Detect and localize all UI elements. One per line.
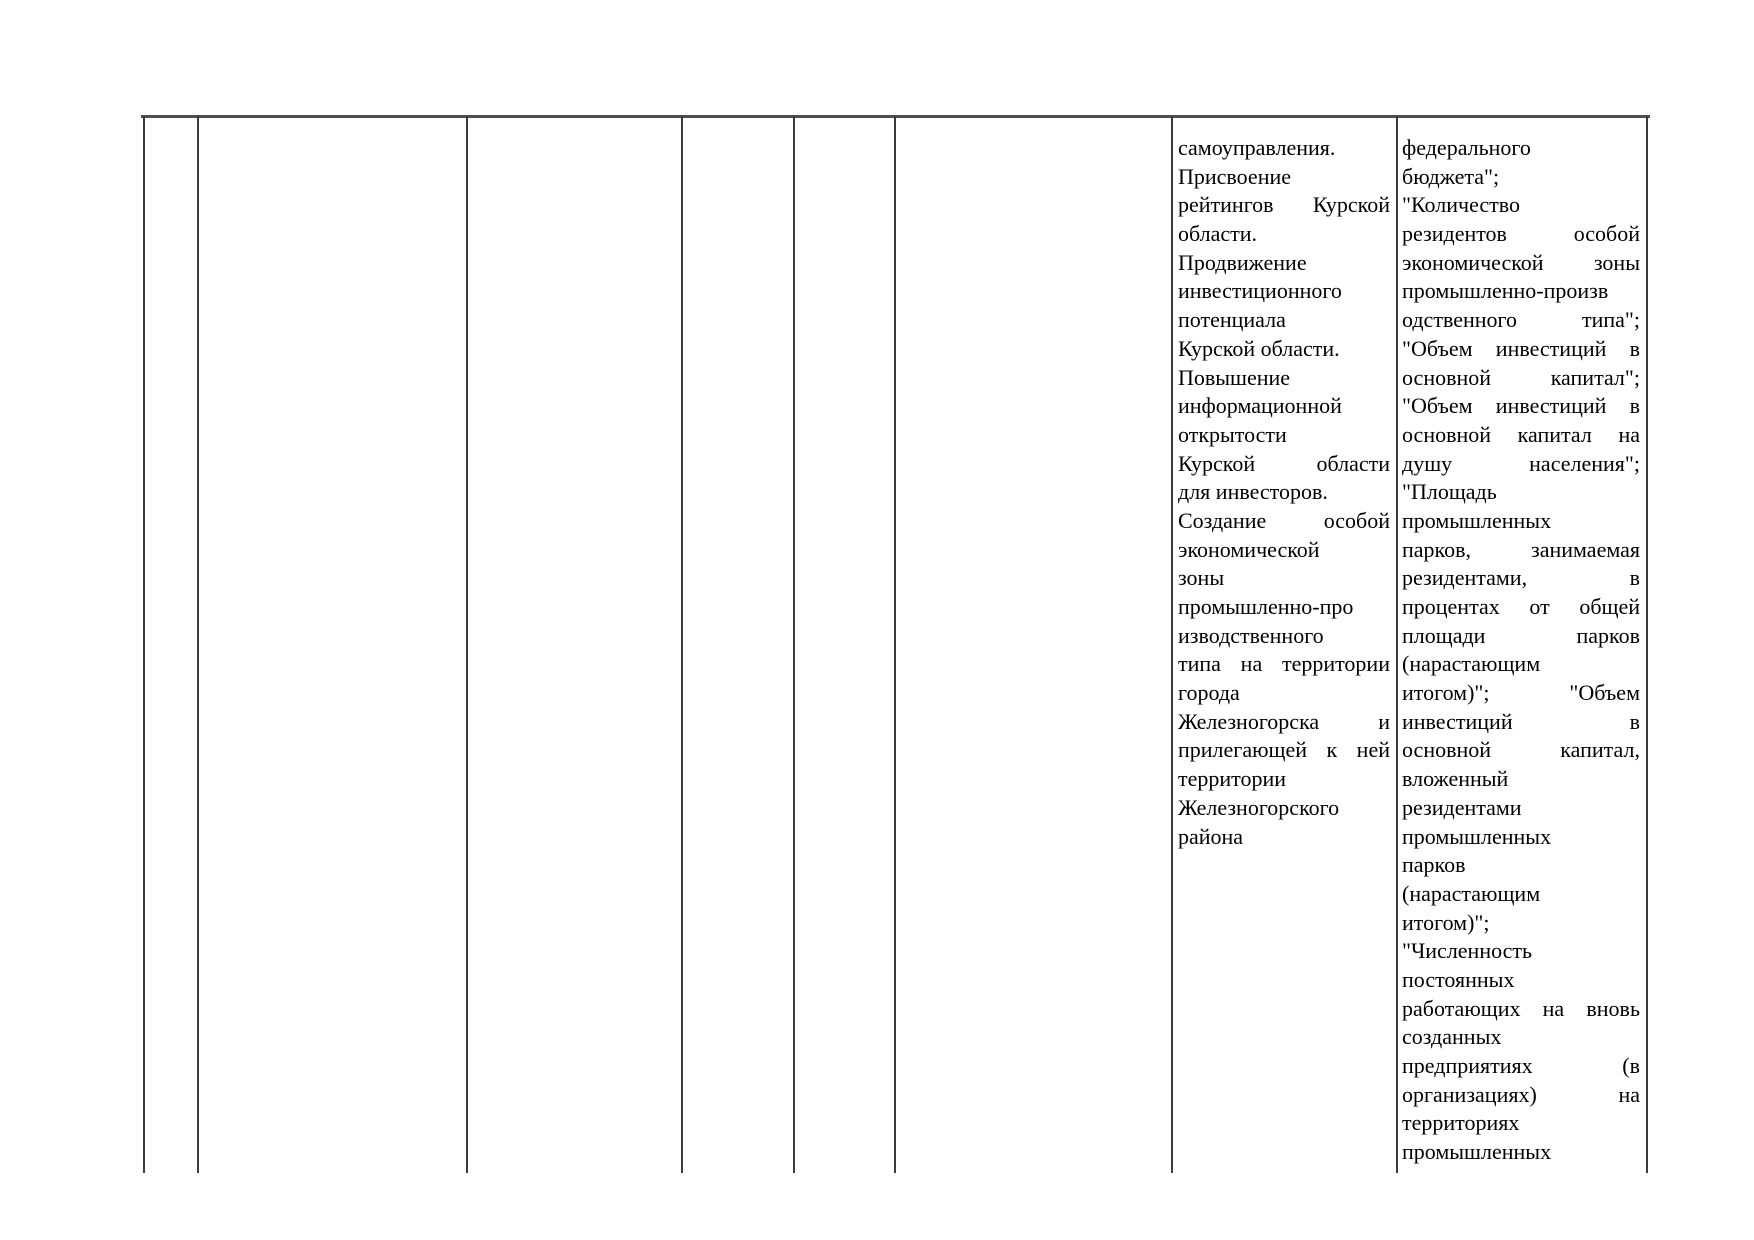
table-column-border-5	[894, 116, 896, 1173]
text-line: "Объем инвестиций в	[1402, 335, 1640, 361]
text-line: предприятиях (в	[1402, 1053, 1640, 1078]
text-line: парков	[1402, 852, 1466, 878]
text-line: основной капитал на	[1402, 421, 1640, 447]
activities-cell	[1178, 134, 1390, 851]
table-column-border-2	[466, 116, 468, 1173]
text-line: (нарастающим	[1402, 880, 1541, 906]
text-line: федерального	[1402, 135, 1531, 160]
text-line: основной капитал,	[1402, 737, 1640, 763]
text-line: "Объем инвестиций в	[1402, 393, 1640, 419]
table-column-border-6	[1171, 116, 1173, 1173]
table-column-border-7	[1396, 116, 1398, 1173]
text-line: Курской области.	[1178, 335, 1340, 361]
text-line: организациях) на	[1402, 1081, 1640, 1107]
text-line: промышленно-произв	[1402, 278, 1609, 304]
text-line: информационной	[1178, 393, 1342, 419]
text-line: бюджета";	[1402, 163, 1500, 189]
text-line: типа на территории	[1178, 651, 1390, 677]
program-table	[143, 115, 1648, 1173]
table-left-border	[143, 116, 145, 1173]
text-line: площади парков	[1402, 622, 1640, 648]
text-line: "Площадь	[1402, 479, 1497, 505]
text-line: Продвижение	[1178, 249, 1307, 275]
text-line: работающих на вновь	[1402, 995, 1640, 1021]
text-line: вложенный	[1402, 766, 1509, 792]
text-line: Присвоение	[1178, 163, 1292, 189]
table-right-border	[1646, 116, 1648, 1173]
text-line: итогом)";	[1402, 909, 1490, 935]
text-line: самоуправления.	[1178, 135, 1336, 160]
text-line: экономической зоны	[1402, 249, 1640, 275]
text-line: Железногорска и	[1178, 708, 1390, 734]
text-line: промышленных	[1402, 823, 1552, 849]
indicators-cell	[1402, 134, 1640, 1167]
text-line: "Количество	[1402, 192, 1521, 218]
text-line: одственного типа";	[1402, 307, 1640, 333]
text-line: резидентов особой	[1402, 221, 1640, 247]
text-line: открытости	[1178, 421, 1287, 447]
text-line: созданных	[1402, 1024, 1502, 1050]
text-line: промышленных	[1402, 1139, 1552, 1165]
text-line: инвестиций в	[1402, 708, 1640, 734]
text-line: Курской области	[1178, 450, 1390, 476]
text-line: для инвесторов.	[1178, 479, 1328, 505]
text-line: области.	[1178, 221, 1258, 247]
text-line: инвестиционного	[1178, 278, 1342, 304]
text-line: резидентами, в	[1402, 565, 1640, 591]
text-line: города	[1178, 680, 1240, 706]
text-line: экономической	[1178, 536, 1320, 562]
table-column-border-4	[793, 116, 795, 1173]
text-line: Повышение	[1178, 364, 1291, 390]
text-line: изводственного	[1178, 622, 1324, 648]
text-line: процентах от общей	[1402, 594, 1640, 619]
text-line: парков, занимаемая	[1402, 536, 1640, 562]
text-line: зоны	[1178, 565, 1225, 591]
text-line: основной капитал";	[1402, 364, 1640, 390]
text-line: "Численность	[1402, 938, 1533, 964]
text-line: Создание особой	[1178, 507, 1390, 533]
text-line: района	[1178, 823, 1244, 849]
text-line: территории	[1178, 766, 1287, 792]
text-line: душу населения";	[1402, 450, 1640, 476]
text-line: (нарастающим	[1402, 651, 1541, 677]
table-column-border-1	[197, 116, 199, 1173]
text-line: рейтингов Курской	[1178, 192, 1390, 218]
text-line: Железногорского	[1178, 794, 1340, 820]
text-line: потенциала	[1178, 307, 1286, 333]
text-line: прилегающей к ней	[1178, 737, 1390, 763]
text-line: промышленных	[1402, 507, 1552, 533]
text-line: промышленно-про	[1178, 594, 1354, 619]
text-line: итогом)"; "Объем	[1402, 680, 1640, 706]
text-line: постоянных	[1402, 966, 1515, 992]
text-line: территориях	[1402, 1110, 1520, 1136]
table-column-border-3	[681, 116, 683, 1173]
text-line: резидентами	[1402, 794, 1522, 820]
